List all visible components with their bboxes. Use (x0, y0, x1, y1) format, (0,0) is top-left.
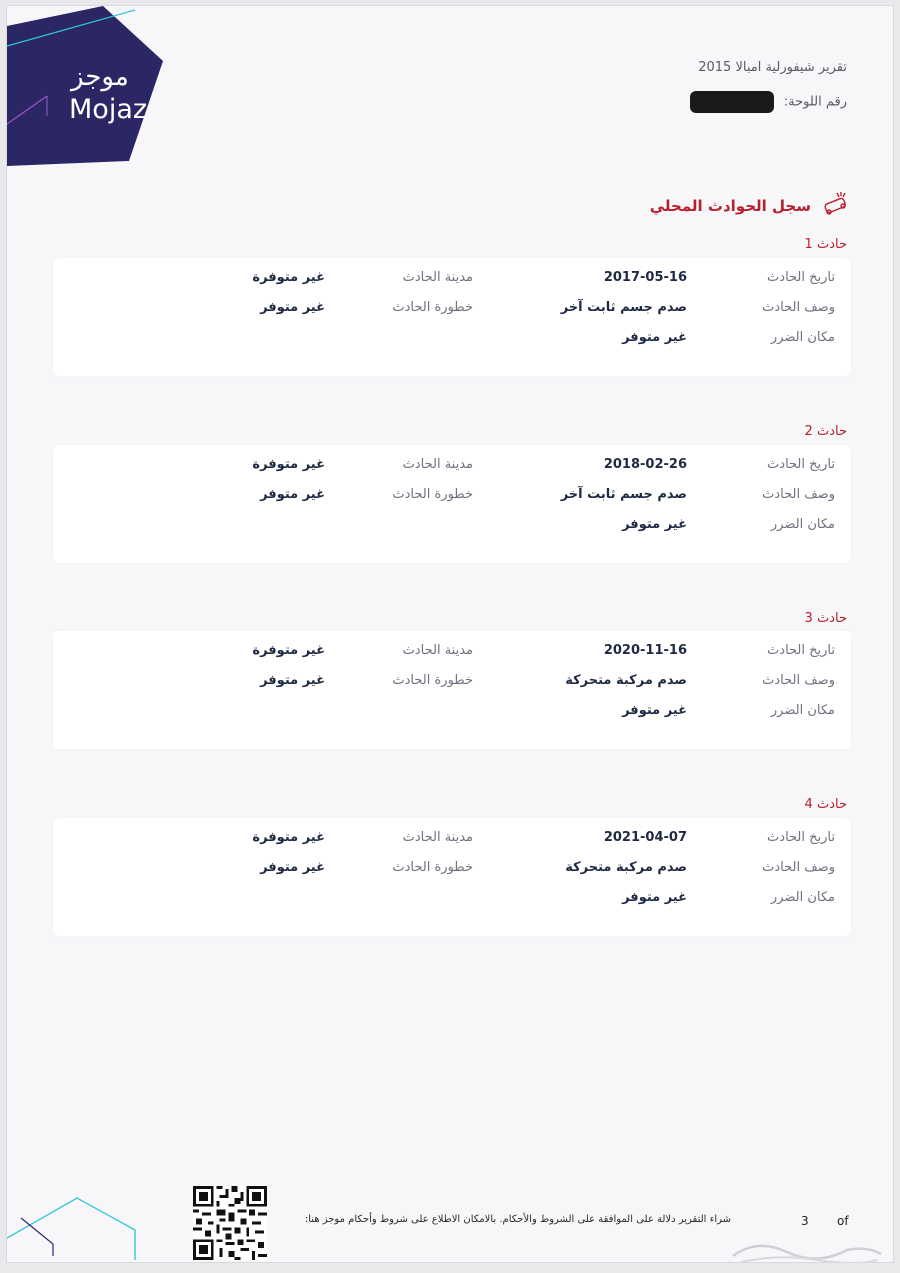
report-title: تقرير شيفورلية امبالا 2015 (698, 60, 847, 75)
damage-location-value: غير متوفر (622, 703, 687, 718)
section-title: سجل الحوادث المحلي (649, 197, 811, 215)
page-number: 3 (801, 1214, 809, 1228)
logo-text-english: Mojaz (69, 94, 148, 125)
incident-card (53, 258, 851, 376)
description-value: صدم مركبة متحركة (565, 673, 687, 688)
incident-card (53, 445, 851, 563)
date-label: تاريخ الحادث (767, 457, 835, 472)
watermark-icon (727, 1232, 887, 1263)
incident-card (53, 631, 851, 749)
date-value: 2017-05-16 (603, 270, 687, 285)
severity-value: غير متوفر (260, 487, 325, 502)
city-value: غير متوفرة (252, 270, 325, 285)
incident-title: حادث 4 (804, 797, 847, 812)
section-header (650, 189, 851, 223)
description-label: وصف الحادث (762, 673, 835, 688)
mojaz-logo (7, 6, 177, 176)
severity-label: خطورة الحادث (392, 487, 473, 502)
date-value: 2021-04-07 (603, 830, 687, 845)
description-label: وصف الحادث (762, 487, 835, 502)
damage-location-value: غير متوفر (622, 890, 687, 905)
description-value: صدم مركبة متحركة (565, 860, 687, 875)
severity-label: خطورة الحادث (392, 673, 473, 688)
damage-location-label: مكان الضرر (770, 703, 835, 718)
date-label: تاريخ الحادث (767, 270, 835, 285)
incident-title: حادث 3 (804, 611, 847, 626)
severity-value: غير متوفر (260, 300, 325, 315)
damage-location-value: غير متوفر (622, 517, 687, 532)
qr-code-icon[interactable] (193, 1186, 267, 1260)
terms-text: شراء التقرير دلالة على الموافقة على الشروط والأحكام. بالامكان الاطلاع على شروط وأحكام موجز هنا: (304, 1214, 731, 1225)
description-label: وصف الحادث (762, 300, 835, 315)
city-label: مدينة الحادث (402, 830, 473, 845)
city-value: غير متوفرة (252, 643, 325, 658)
city-label: مدينة الحادث (402, 457, 473, 472)
city-value: غير متوفرة (252, 830, 325, 845)
car-crash-icon (821, 189, 851, 223)
severity-label: خطورة الحادث (392, 860, 473, 875)
plate-row (690, 91, 847, 113)
damage-location-label: مكان الضرر (770, 330, 835, 345)
report-page (6, 5, 894, 1263)
date-value: 2020-11-16 (603, 643, 687, 658)
damage-location-label: مكان الضرر (770, 517, 835, 532)
city-label: مدينة الحادث (402, 643, 473, 658)
incident-title: حادث 2 (804, 424, 847, 439)
city-label: مدينة الحادث (402, 270, 473, 285)
severity-value: غير متوفر (260, 860, 325, 875)
plate-label: رقم اللوحة: (783, 94, 847, 110)
date-label: تاريخ الحادث (767, 643, 835, 658)
severity-label: خطورة الحادث (392, 300, 473, 315)
severity-value: غير متوفر (260, 673, 325, 688)
plate-number-redacted (690, 91, 774, 113)
incident-title: حادث 1 (804, 237, 847, 252)
damage-location-value: غير متوفر (622, 330, 687, 345)
date-label: تاريخ الحادث (767, 830, 835, 845)
logo-text-arabic: موجز (71, 62, 129, 92)
description-value: صدم جسم ثابت آخر (560, 487, 687, 502)
city-value: غير متوفرة (252, 457, 325, 472)
report-header (690, 60, 847, 129)
date-value: 2018-02-26 (603, 457, 687, 472)
incident-card (53, 818, 851, 936)
damage-location-label: مكان الضرر (770, 890, 835, 905)
decorative-lines-icon (7, 1194, 147, 1263)
description-label: وصف الحادث (762, 860, 835, 875)
description-value: صدم جسم ثابت آخر (560, 300, 687, 315)
page-of-label: of (837, 1214, 849, 1228)
